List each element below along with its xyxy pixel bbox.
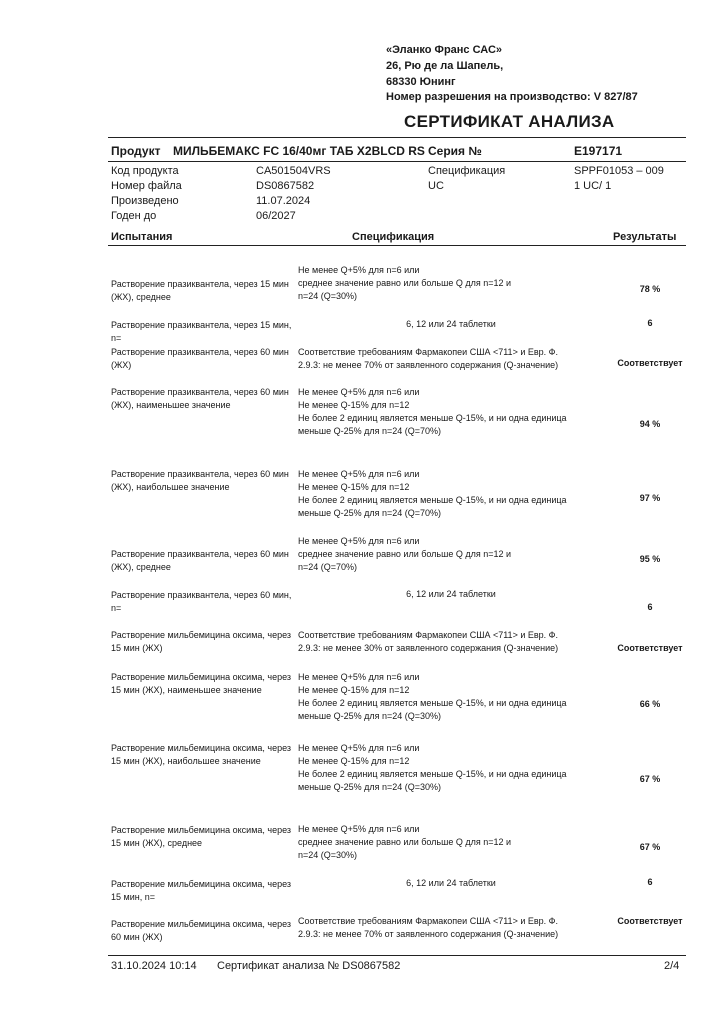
test-name: Растворение празиквантела, через 60 мин (ЖХ), среднее [111,549,289,572]
test-name: Растворение мильбемицина оксима, через 15 мин, n= [111,879,292,902]
test-result: Соответствует [617,916,683,926]
test-name: Растворение мильбемицина оксима, через 60 мин (ЖХ) [111,919,292,942]
test-result: 95 % [639,554,661,564]
test-spec: Соответствие требованиям Фармакопеи США <711> и Евр. Ф. 2.9.3: не менее 30% от заявленного содержания (Q-значение) [298,630,559,653]
test-name: Растворение празиквантела, через 15 мин (ЖХ), среднее [111,279,289,302]
test-spec: Не менее Q+5% для n=6 или Не менее Q-15% для n=12 Не более 2 единиц является меньше Q-15%, и ни одна единица меньше Q-25% для n=24 (Q=70%) [298,469,567,518]
product-code-label: Код продукта [111,165,179,177]
divider [108,161,686,162]
test-name: Растворение мильбемицина оксима, через 15 мин (ЖХ), наименьшее значение [111,672,292,695]
company-name: «Эланко Франс САС» [386,44,502,56]
file-number-value: DS0867582 [256,180,315,192]
test-name: Растворение празиквантела, через 60 мин, n= [111,590,292,613]
spec-label: Спецификация [428,165,506,177]
test-result: 6 [647,602,653,612]
company-city: 68330 Юнинг [386,76,456,88]
footer-divider [108,955,686,956]
test-spec: Не менее Q+5% для n=6 или среднее значение равно или больше Q для n=12 и n=24 (Q=70%) [298,536,512,572]
product-label: Продукт [111,144,161,158]
test-result: 78 % [639,284,661,294]
page-number: 2/4 [664,960,680,972]
test-result: 94 % [639,419,661,429]
product-name: МИЛЬБЕМАКС FC 16/40мг ТАБ X2BLCD RS [173,144,425,158]
test-spec: 6, 12 или 24 таблетки [406,589,496,599]
test-name: Растворение мильбемицина оксима, через 15 мин (ЖХ) [111,630,292,653]
file-number-label: Номер файла [111,180,182,192]
produced-label: Произведено [111,195,179,207]
test-result: 67 % [639,774,661,784]
column-header-spec: Спецификация [352,231,435,243]
test-result: Соответствует [617,643,683,653]
test-spec: 6, 12 или 24 таблетки [406,319,496,329]
test-result: 97 % [639,493,661,503]
expiry-label: Годен до [111,210,157,222]
test-spec: Не менее Q+5% для n=6 или среднее значение равно или больше Q для n=12 и n=24 (Q=30%) [298,824,512,860]
series-label: Серия № [428,144,482,158]
uc-value: 1 UC/ 1 [574,180,612,192]
divider [108,137,686,138]
test-spec: Не менее Q+5% для n=6 или Не менее Q-15% для n=12 Не более 2 единиц является меньше Q-15%, и ни одна единица меньше Q-25% для n=24 (Q=30%) [298,672,567,721]
test-spec [298,264,608,303]
test-spec: 6, 12 или 24 таблетки [406,878,496,888]
expiry-value: 06/2027 [256,210,296,222]
series-number: E197171 [574,144,623,158]
column-header-results: Результаты [613,231,677,243]
test-spec: Соответствие требованиям Фармакопеи США <711> и Евр. Ф. 2.9.3: не менее 70% от заявленного содержания (Q-значение) [298,916,559,939]
manufacturing-license: Номер разрешения на производство: V 827/87 [386,91,638,103]
test-spec: Не менее Q+5% для n=6 или Не менее Q-15% для n=12 Не более 2 единиц является меньше Q-15%, и ни одна единица меньше Q-25% для n=24 (Q=70%) [298,387,567,436]
document-title: СЕРТИФИКАТ АНАЛИЗА [404,112,615,131]
test-name: Растворение празиквантела, через 60 мин (ЖХ) [111,347,289,370]
test-name: Растворение празиквантела, через 60 мин (ЖХ), наибольшее значение [111,469,289,492]
footer-document-number: Сертификат анализа № DS0867582 [217,960,401,972]
spec-line: Не менее Q+5% для n=6 или среднее значение равно или больше Q для n=12 и n=24 (Q=30%) [298,265,512,301]
product-code-value: CA501504VRS [256,165,331,177]
test-name: Растворение мильбемицина оксима, через 15 мин (ЖХ), наибольшее значение [111,743,292,766]
test-name: Растворение празиквантела, через 15 мин, n= [111,320,292,343]
test-spec: Не менее Q+5% для n=6 или Не менее Q-15% для n=12 Не более 2 единиц является меньше Q-15%, и ни одна единица меньше Q-25% для n=24 (Q=30%) [298,743,567,792]
test-name: Растворение празиквантела, через 60 мин (ЖХ), наименьшее значение [111,387,289,410]
test-spec: Соответствие требованиям Фармакопеи США <711> и Евр. Ф. 2.9.3: не менее 70% от заявленного содержания (Q-значение) [298,347,559,370]
produced-value: 11.07.2024 [256,195,311,207]
test-result: 6 [647,318,653,328]
column-header-tests: Испытания [111,231,173,243]
footer-datetime: 31.10.2024 10:14 [111,960,197,972]
test-result: 66 % [639,699,661,709]
test-result: 67 % [639,842,661,852]
company-street: 26, Рю де ла Шапель, [386,60,504,72]
test-result: 6 [647,877,653,887]
test-result: Соответствует [617,358,683,368]
divider [108,245,686,246]
test-name: Растворение мильбемицина оксима, через 15 мин (ЖХ), среднее [111,825,292,848]
uc-label: UC [428,180,444,192]
spec-value: SPPF01053 – 009 [574,165,664,177]
